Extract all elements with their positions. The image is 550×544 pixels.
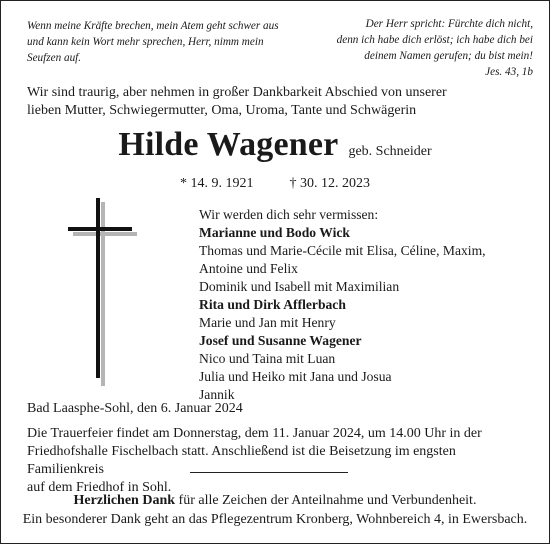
intro-line: Wir sind traurig, aber nehmen in großer Dankbarkeit Abschied von unserer	[27, 85, 447, 100]
divider-line	[190, 472, 348, 473]
intro-text	[27, 84, 527, 120]
latin-cross-icon	[62, 196, 142, 386]
thanks-line-2: Ein besonderer Dank geht an das Pflegezentrum Kronberg, Wohnbereich 4, in Ewersbach.	[22, 512, 528, 527]
bible-quote-left	[27, 18, 292, 66]
bible-quote-right	[303, 16, 533, 80]
intro-line: lieben Mutter, Schwiegermutter, Oma, Uroma, Tante und Schwägerin	[27, 103, 417, 118]
funeral-service-info	[27, 425, 532, 497]
family-head: Rita und Dirk Afflerbach	[199, 297, 346, 312]
thanks-line-1	[0, 491, 550, 510]
quote-line: deinem Namen gerufen; du bist mein!	[364, 50, 533, 62]
thanks-lead: Herzlichen Dank	[73, 493, 176, 508]
mourners-list	[199, 206, 529, 404]
service-line: Die Trauerfeier findet am Donnerstag, dem 11. Januar 2024, um 14.00 Uhr in der	[27, 426, 482, 441]
quote-line: Wenn meine Kräfte brechen, mein Atem geht schwer aus	[27, 20, 279, 32]
deceased-name: Hilde Wagener	[118, 126, 339, 163]
thanks-rest: für alle Zeichen der Anteilnahme und Verbundenheit.	[175, 493, 477, 508]
service-line: auf dem Friedhof in Sohl.	[27, 480, 172, 495]
family-member: Julia und Heiko mit Jana und Josua	[199, 369, 392, 384]
family-member: Marie und Jan mit Henry	[199, 315, 336, 330]
family-head: Josef und Susanne Wagener	[199, 333, 362, 348]
birth-name: geb. Schneider	[348, 144, 432, 159]
birth-date: * 14. 9. 1921	[180, 176, 254, 191]
quote-line: denn ich habe dich erlöst; ich habe dich bei	[336, 34, 533, 46]
life-dates	[0, 176, 550, 192]
family-member: Nico und Taina mit Luan	[199, 351, 336, 366]
quote-line: Der Herr spricht: Fürchte dich nicht,	[365, 18, 533, 30]
family-member: Jannik	[199, 387, 235, 402]
family-head: Marianne und Bodo Wick	[199, 225, 350, 240]
mourners-heading: Wir werden dich sehr vermissen:	[199, 207, 379, 222]
service-line: Friedhofshalle Fischelbach statt. Anschließend ist die Beisetzung im engsten Familienkreis	[27, 444, 456, 477]
thanks-text	[0, 491, 550, 529]
quote-reference: Jes. 43, 1b	[485, 66, 533, 78]
deceased-name-line	[0, 126, 550, 164]
quote-line: und kann kein Wort mehr sprechen, Herr, nimm mein	[27, 36, 264, 48]
death-date: † 30. 12. 2023	[289, 176, 370, 191]
family-member: Dominik und Isabell mit Maximilian	[199, 279, 400, 294]
family-member: Antoine und Felix	[199, 261, 298, 276]
family-member: Thomas und Marie-Cécile mit Elisa, Céline, Maxim,	[199, 243, 486, 258]
quote-line: Seufzen auf.	[27, 52, 82, 64]
place-and-date: Bad Laasphe-Sohl, den 6. Januar 2024	[27, 401, 243, 416]
